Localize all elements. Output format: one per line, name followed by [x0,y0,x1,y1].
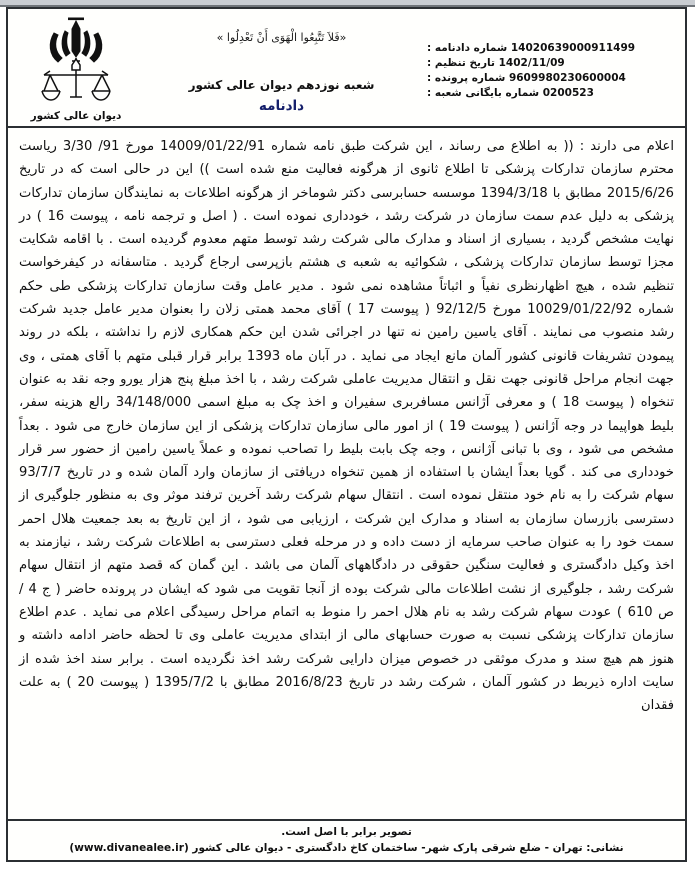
scan-top-strip [0,0,695,7]
metadata-row-branch-file-number [427,86,677,101]
metadata-row-judgment-number [427,41,677,56]
court-branch-title: شعبه نوزدهم دیوان عالی کشور [188,78,375,92]
document-page [6,7,687,862]
document-body [8,126,685,819]
website-url[interactable]: (www.divanealee.ir) [69,842,189,854]
metadata-row-issue-date [427,56,677,71]
header-center [136,15,427,114]
metadata-label: شماره پرونده : [427,72,506,84]
certified-copy-note: تصویر برابر با اصل است. [281,826,412,838]
quranic-verse: «فَلاَ تَتَّبِعُوا الْهَوَى أَنْ تَعْدِلُوا » [216,31,347,44]
document-footer [8,819,685,860]
judgment-text: اعلام می دارند : (( به اطلاع می رساند ، این شرکت طبق نامه شماره 14009/01/22/91 مورخ 91/ 3/30 ریاست محترم سازمان تدارکات پزشکی تا اطلاع ثانوی از هرگونه فعالیت منع شده است )) این در حالی است که در تاریخ 2015/6/26 مطابق با 1394/3/18 موسسه حسابرسی دکتر شوماخر از هرگونه اطلاعات به نمایندگان سازمان تدارکات پزشکی به دلیل عدم سمت سازمان در شرکت رشد ، خودداری نموده است . ( اصل و ترجمه نامه ، پیوست 16 ) در نهایت مشخص گردید ، بسیاری از اسناد و مدارک مالی شرکت رشد توسط متهم معدوم گردیده است . با اقامه شکایت مجزا توسط سازمان تدارکات پزشکی ، شکوائیه به شعبه ی هشتم بازپرسی ارجاع گردید . متاسفانه در کیفرخواست تنظیم شده ، هیچ اظهارنظری نفیاً و اثباتاً مشاهده نمی شود . مدیر عامل وقت سازمان تدارکات پزشکی طی حکم شماره 10029/01/22/92 مورخ 92/12/5 ( پیوست 17 ) آقای محمد همتی زلان را بعنوان مدیر عامل جدید شرکت رشد منصوب می نمایند . آقای یاسین رامین نه تنها در اجرائی شدن این حکم همکاری لازم را نداشته ، بلکه در روند پیمودن تشریفات قانونی کشور آلمان مانع ایجاد می نماید . در آبان ماه 1393 برابر قرار قبلی متهم با آقای همتی ، وی جهت انجام مراحل قانونی جهت نقل و انتقال مدیریت عاملی شرکت رشد ، با اخذ مبلغ پنج هزار یورو وجه نقد به عنوان تنخواه ( پیوست 18 ) و معرفی آژانس مسافربری سفیران و اخذ چک به مبلغ اسمی 34/148/000 رالع هزینه سفر، بلیط هواپیما در وجه آژانس ( پیوست 19 ) از امور مالی سازمان تدارکات پزشکی از این سازمان خارج می شود . بعداً مشخص می شود ، وی با تبانی آژانس ، وجه چک بابت بلیط را تصاحب نموده و عملاً یاسین رامین از حضور سر قرار خودداری می کند . گویا بعداً ایشان با استفاده از همین تنخواه دریافتی از سازمان وارد آلمان شده و در تاریخ 93/7/7 سهام شرکت را به نام خود منتقل نموده است . انتقال سهام شرکت رشد آخرین ترفند موثر وی به منظور جلوگیری از دسترسی بازرسان سازمان به اسناد و مدارک این شرکت ، ارزیابی می شود ، از این تاریخ به بعد جمعیت هلال احمر سمت خود را به عنوان صاحب سرمایه از دست داده و در مرحله فعلی دسترسی به اطلاعات شرکت رشد ، نیازمند به اخذ وکیل دادگستری و فعالیت سنگین حقوقی در دادگاههای آلمان می باشد . این گمان که قصد متهم از انتقال سهام شرکت رشد ، جلوگیری از نشت اطلاعات مالی شرکت بوده از آنجا تقویت می شود که ایشان در پرونده حاضر ( ج 4 / ص 610 ) عودت سهام شرکت رشد به نام هلال احمر را منوط به اتمام مراحل رسیدگی اعلام می نماید . عدم اطلاع سازمان تدارکات پزشکی نسبت به صورت حسابهای مالی از ابتدای مدیریت عاملی وی تا لحظه حاضر ادامه داشته و هنوز هم هیچ سند و مدرک موثقی در خصوص میزان دارایی شرکت رشد اخذ نگردیده است . برابر سند اخذ شده از سایت اداره ذیربط در کشور آلمان ، شرکت رشد در تاریخ 2016/8/23 مطابق با 1395/7/2 ( پیوست 20 ) به علت فقدان [19,139,675,714]
emblem-caption: دیوان عالی کشور [30,110,122,122]
header-metadata [427,15,677,101]
metadata-value: 9609980230600004 [508,72,626,84]
metadata-value: 0200523 [542,87,594,99]
footer-address-line [16,842,677,854]
page-title: دادنامه [258,98,305,114]
metadata-label: تاریخ تنظیم : [427,57,495,69]
metadata-row-case-number [427,71,677,86]
metadata-value: 14020639000911499 [510,42,636,54]
metadata-label: شماره دادنامه : [427,42,508,54]
address-label: نشانی: [586,842,624,854]
address-text: تهران - ضلع شرقی پارک شهر- ساختمان کاخ دادگستری - دیوان عالی کشور [192,842,583,854]
emblem-block [16,15,136,122]
document-header [8,9,685,126]
metadata-value: 1402/11/09 [498,57,565,69]
metadata-label: شماره بایگانی شعبه : [427,87,540,99]
iran-judiciary-scales-emblem-icon [28,17,124,109]
